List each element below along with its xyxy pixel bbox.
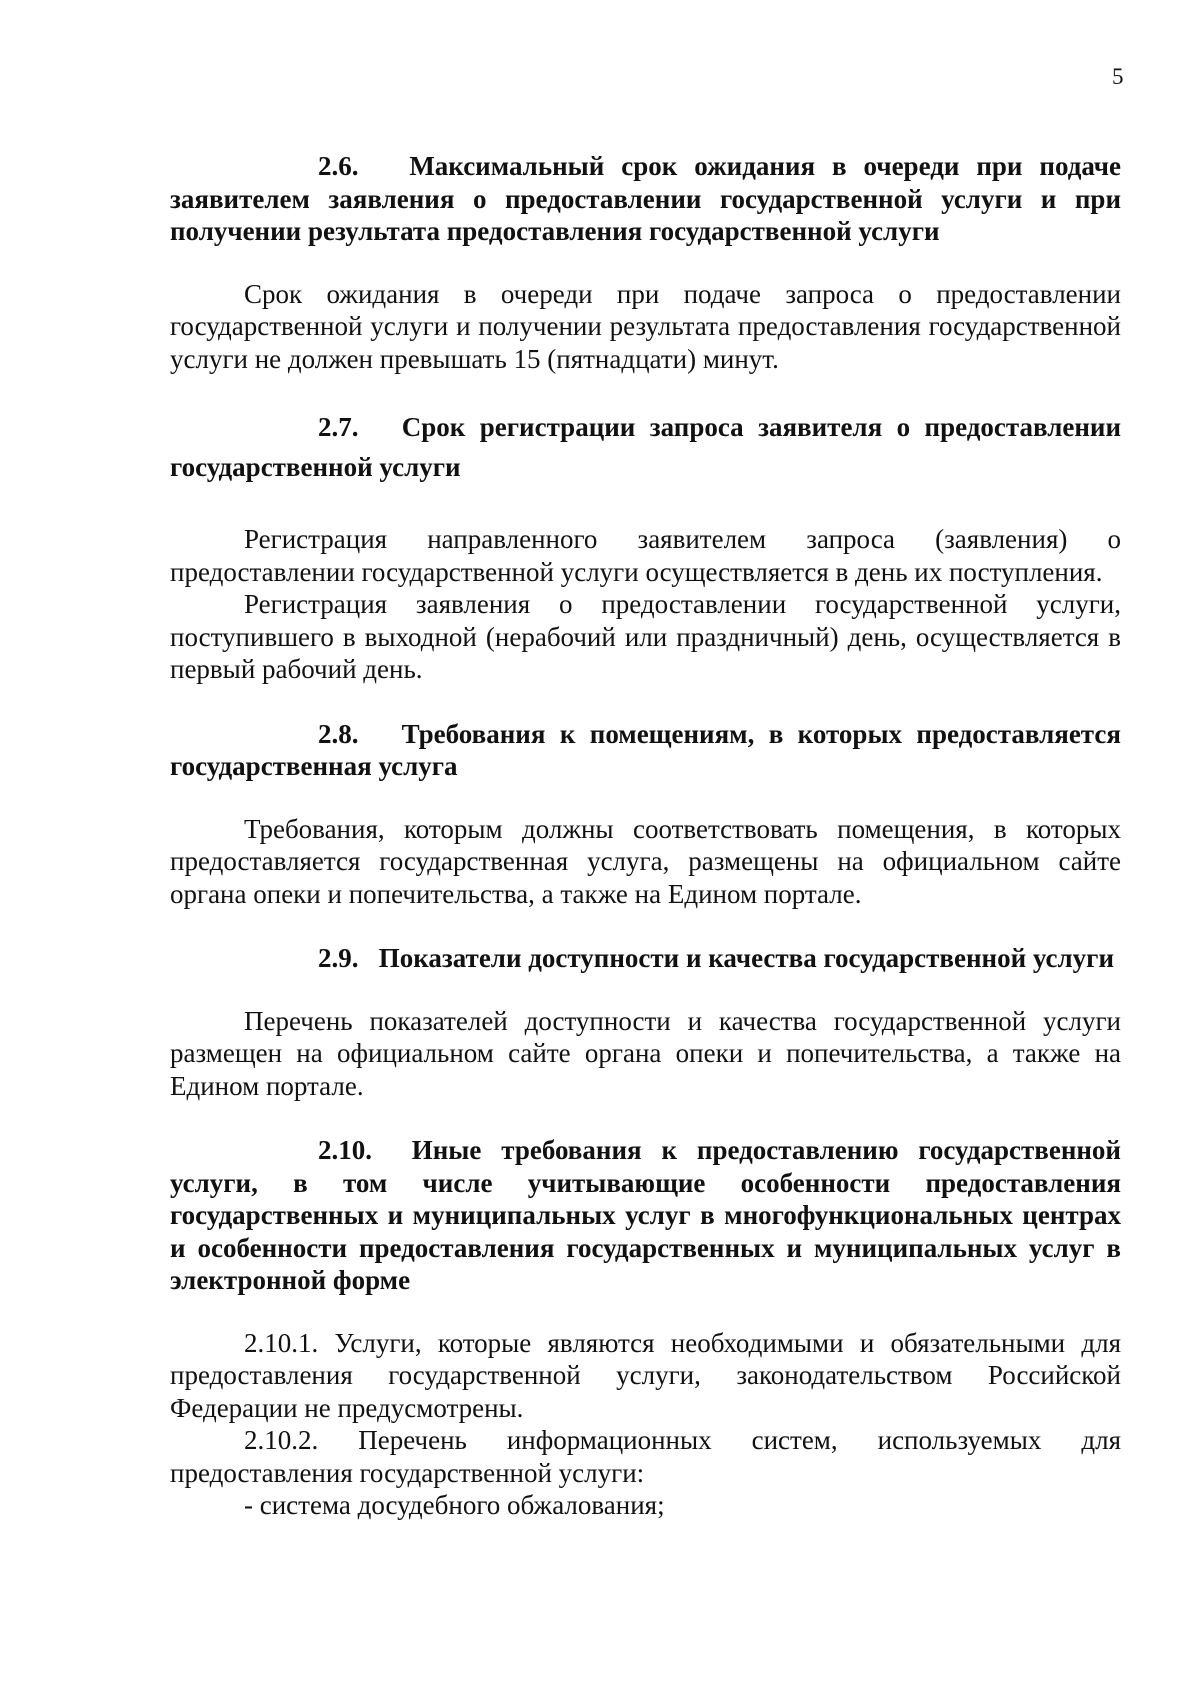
- paragraph: Регистрация направленного заявителем запроса (заявления) о предоставлении государственной услуги осуществляется в день их поступления.: [170, 524, 1121, 587]
- section-heading-2-7: [170, 407, 1121, 487]
- section-number: 2.10.: [318, 1135, 372, 1165]
- section-title: Требования к помещениям, в которых предоставляется государственная услуга: [170, 718, 1121, 781]
- section-title: Иные требования к предоставлению государственной услуги, в том числе учитывающие особенности предоставления государственных и муниципальных услуг в многофункциональных центрах и особенности предоставления государственных и муниципальных услуг в электронной форме: [170, 1135, 1121, 1295]
- section-title: Срок регистрации запроса заявителя о предоставлении государственной услуги: [170, 412, 1122, 482]
- section-heading-2-9: [170, 942, 1121, 975]
- page-number: 5: [1112, 64, 1124, 89]
- section-number: 2.9.: [318, 943, 359, 973]
- paragraph: Перечень показателей доступности и качества государственной услуги размещен на официальном сайте органа опеки и попечительства, а также на Едином портале.: [170, 1005, 1121, 1101]
- list-item: - система досудебного обжалования;: [244, 1490, 665, 1520]
- section-heading-2-6: [170, 150, 1121, 248]
- paragraph: Регистрация заявления о предоставлении государственной услуги, поступившего в выходной (нерабочий или праздничный) день, осуществляется в первый рабочий день.: [170, 589, 1121, 684]
- paragraph: 2.10.1. Услуги, которые являются необходимыми и обязательными для предоставления государственной услуги, законодательством Российской Федерации не предусмотрены.: [170, 1327, 1121, 1423]
- paragraph: Требования, которым должны соответствовать помещения, в которых предоставляется государственная услуга, размещены на официальном сайте органа опеки и попечительства, а также на Едином портале.: [170, 813, 1121, 909]
- paragraph: Срок ожидания в очереди при подаче запроса о предоставлении государственной услуги и получении результата предоставления государственной услуги не должен превышать 15 (пятнадцати) минут.: [170, 278, 1121, 374]
- document-body: [170, 150, 1121, 1522]
- section-number: 2.7.: [318, 412, 359, 442]
- section-number: 2.8.: [318, 718, 359, 749]
- section-heading-2-8: [170, 718, 1121, 783]
- section-heading-2-10: [170, 1134, 1121, 1297]
- section-title: Максимальный срок ожидания в очереди при подаче заявителем заявления о предоставлении государственной услуги и при получении результата предоставления государственной услуги: [170, 151, 1121, 246]
- section-title: Показатели доступности и качества государственной услуги: [378, 943, 1114, 973]
- paragraph: 2.10.2. Перечень информационных систем, используемых для предоставления государственной услуги:: [170, 1425, 1121, 1488]
- section-number: 2.6.: [318, 151, 359, 181]
